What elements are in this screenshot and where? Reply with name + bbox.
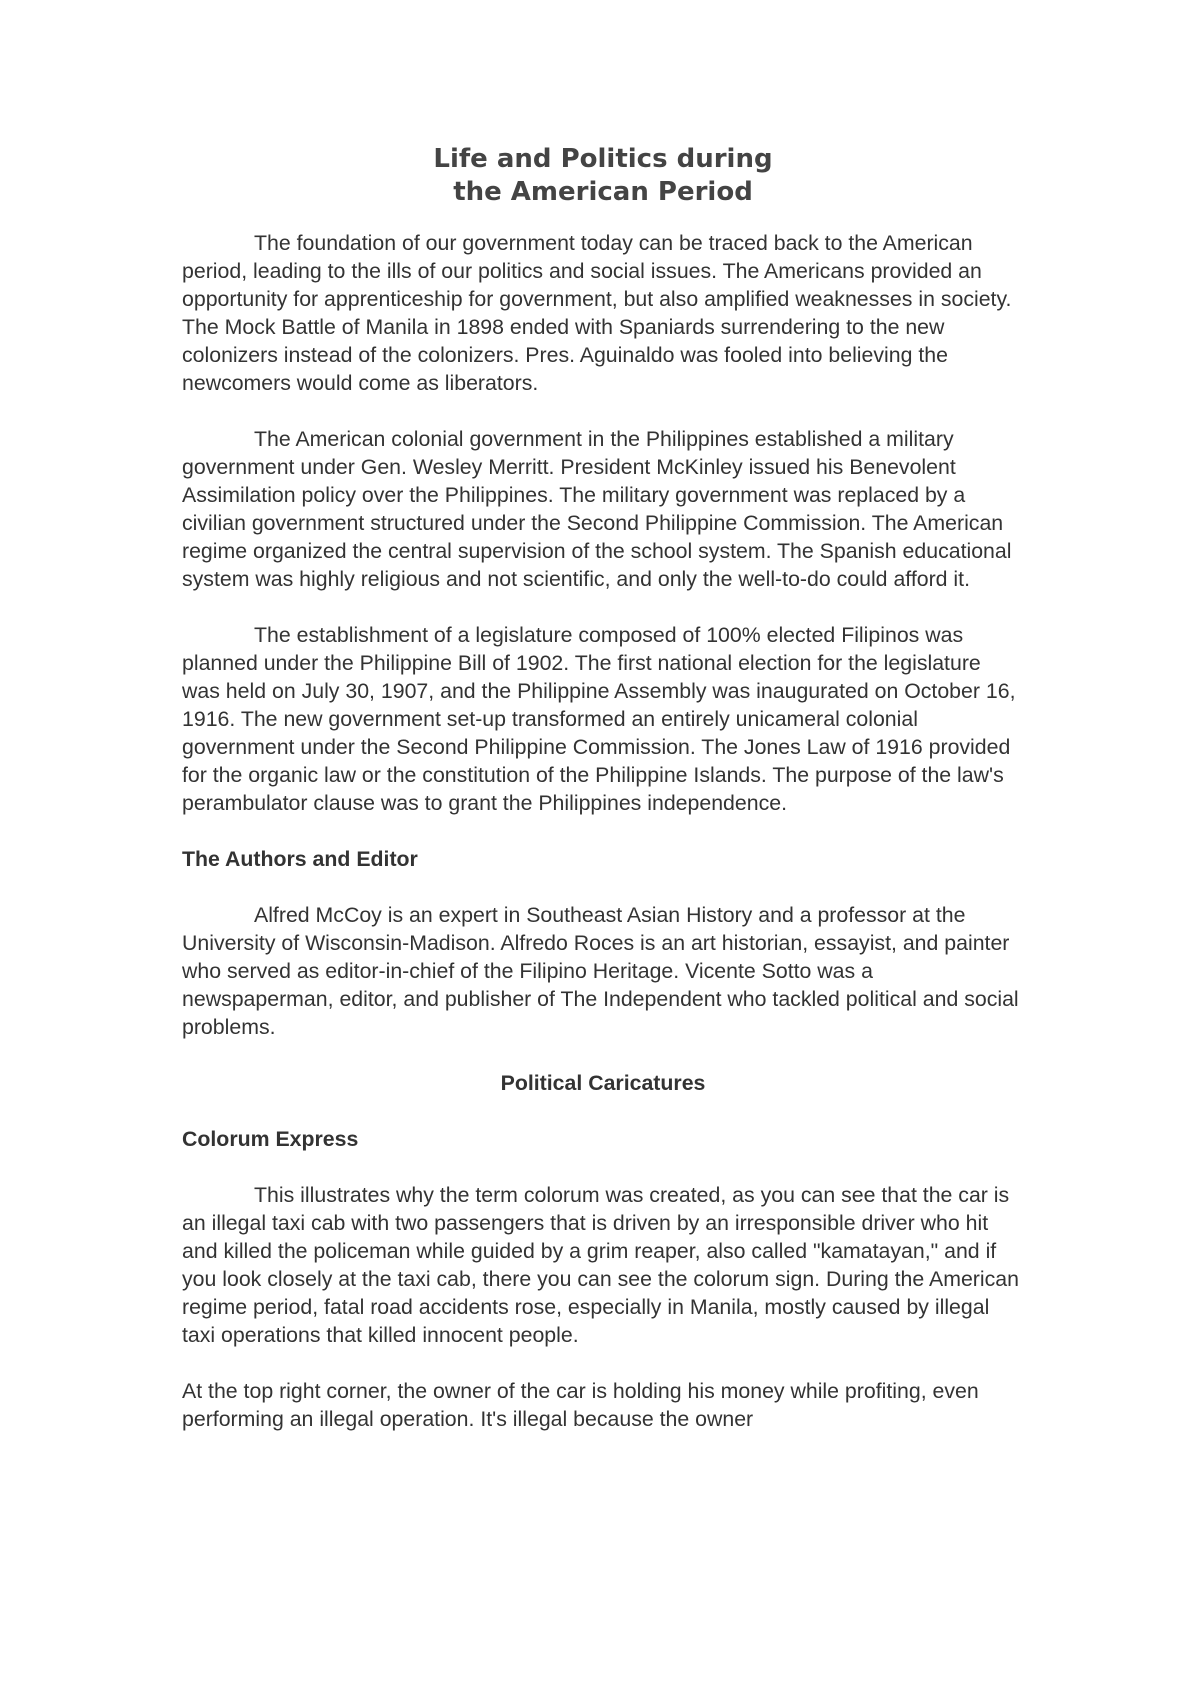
- paragraph-colonial-government: The American colonial government in the Philippines established a military government under Gen. Wesley Merritt. President McKinley issued his Benevolent Assimilation policy over the Philippines. The military government was replaced by a civilian government structured under the Second Philippine Commission. The American regime organized the central supervision of the school system. The Spanish educational system was highly religious and not scientific, and only the well-to-do could afford it.: [182, 427, 1012, 591]
- heading-political-caricatures: Political Caricatures: [500, 1071, 706, 1095]
- heading-authors-editor: The Authors and Editor: [182, 847, 418, 871]
- paragraph-foundation: The foundation of our government today can be traced back to the American period, leading to the ills of our politics and social issues. The Americans provided an opportunity for apprenticeship for government, but also amplified weaknesses in society. The Mock Battle of Manila in 1898 ended with Spaniards surrendering to the new colonizers instead of the colonizers. Pres. Aguinaldo was fooled into believing the newcomers would come as liberators.: [182, 231, 1012, 395]
- document-page: [182, 143, 1024, 1433]
- paragraph-closing: At the top right corner, the owner of the car is holding his money while profiting, even performing an illegal operation. It's illegal because the owner: [182, 1379, 979, 1431]
- paragraph-legislature: The establishment of a legislature composed of 100% elected Filipinos was planned under the Philippine Bill of 1902. The first national election for the legislature was held on July 30, 1907, and the Philippine Assembly was inaugurated on October 16, 1916. The new government set-up transformed an entirely unicameral colonial government under the Second Philippine Commission. The Jones Law of 1916 provided for the organic law or the constitution of the Philippine Islands. The purpose of the law's perambulator clause was to grant the Philippines independence.: [182, 623, 1016, 815]
- paragraph-colorum: This illustrates why the term colorum was created, as you can see that the car is an illegal taxi cab with two passengers that is driven by an irresponsible driver who hit and killed the policeman while guided by a grim reaper, also called "kamatayan," and if you look closely at the taxi cab, there you can see the colorum sign. During the American regime period, fatal road accidents rose, especially in Manila, mostly caused by illegal taxi operations that killed innocent people.: [182, 1183, 1019, 1347]
- paragraph-authors: Alfred McCoy is an expert in Southeast Asian History and a professor at the University of Wisconsin-Madison. Alfredo Roces is an art historian, essayist, and painter who served as editor-in-chief of the Filipino Heritage. Vicente Sotto was a newspaperman, editor, and publisher of The Independent who tackled political and social problems.: [182, 903, 1019, 1039]
- document-title: [182, 143, 1024, 209]
- heading-colorum-express: Colorum Express: [182, 1127, 359, 1151]
- title-line-1: Life and Politics during: [433, 144, 773, 174]
- title-line-2: the American Period: [453, 177, 753, 207]
